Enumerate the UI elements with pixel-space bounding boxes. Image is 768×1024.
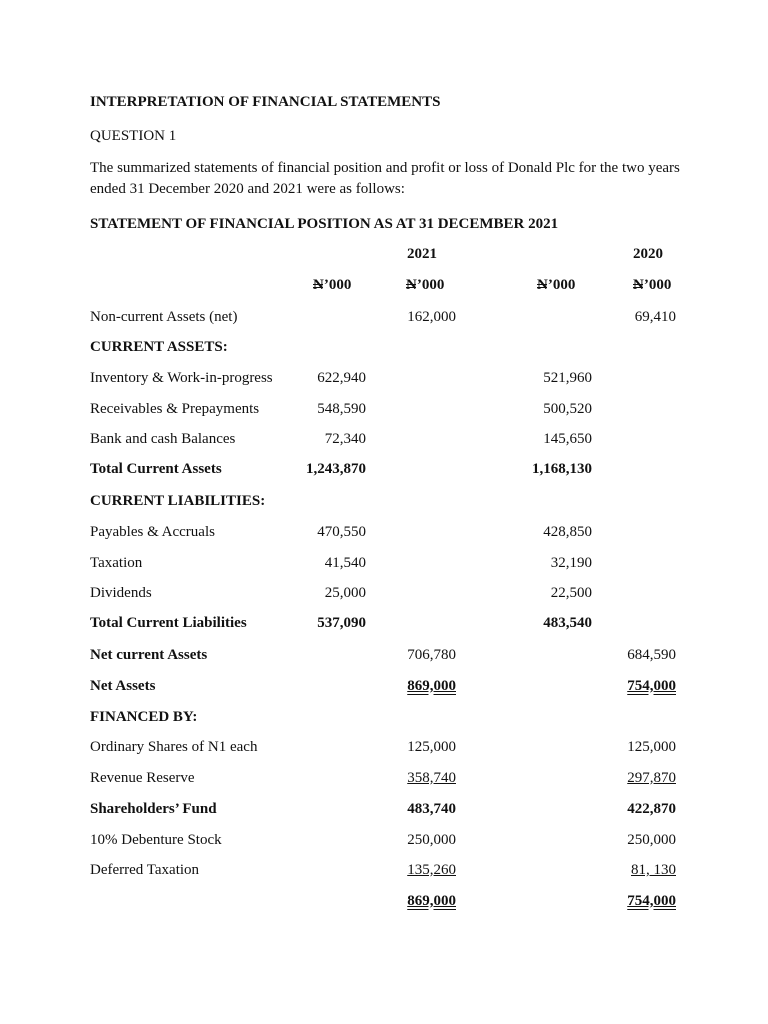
current-liabilities-heading: CURRENT LIABILITIES: bbox=[90, 493, 266, 509]
tca-2021: 1,243,870 bbox=[306, 461, 366, 477]
row-label-nca: Non-current Assets (net) bbox=[90, 309, 238, 325]
debenture-2020: 250,000 bbox=[627, 832, 676, 848]
document-heading: INTERPRETATION OF FINANCIAL STATEMENTS bbox=[90, 94, 441, 110]
year-2020: 2020 bbox=[633, 246, 663, 262]
row-label-shareholders-fund: Shareholders’ Fund bbox=[90, 801, 217, 817]
row-label-taxation: Taxation bbox=[90, 555, 143, 571]
bank-2020: 145,650 bbox=[543, 431, 592, 447]
inventory-2020: 521,960 bbox=[543, 370, 592, 386]
total-2020: 754,000 bbox=[627, 893, 676, 909]
receivables-2021: 548,590 bbox=[317, 401, 366, 417]
receivables-2020: 500,520 bbox=[543, 401, 592, 417]
debenture-2021: 250,000 bbox=[407, 832, 456, 848]
total-2020-cell bbox=[580, 892, 676, 910]
net-assets-2021-cell bbox=[360, 677, 456, 695]
payables-2020: 428,850 bbox=[543, 524, 592, 540]
deferred-tax-2020: 81, 130 bbox=[631, 862, 676, 878]
ordinary-shares-2020: 125,000 bbox=[627, 739, 676, 755]
payables-2021: 470,550 bbox=[317, 524, 366, 540]
unit-value: 000 bbox=[648, 277, 672, 293]
deferred-tax-2020-cell bbox=[580, 861, 676, 879]
year-2021: 2021 bbox=[407, 246, 437, 262]
row-label-net-assets: Net Assets bbox=[90, 678, 156, 694]
net-assets-2020: 754,000 bbox=[627, 678, 676, 694]
naira-symbol: N bbox=[406, 277, 417, 293]
apostrophe: ’ bbox=[547, 277, 553, 293]
bank-2021: 72,340 bbox=[324, 431, 366, 447]
row-label-receivables: Receivables & Prepayments bbox=[90, 401, 260, 417]
naira-symbol: N bbox=[633, 277, 644, 293]
intro-paragraph: The summarized statements of financial position and profit or loss of Donald Plc for the two years ended 31 December 2020 and 2021 were as follows: bbox=[90, 160, 680, 197]
deferred-tax-2021-cell bbox=[360, 861, 456, 879]
apostrophe: ’ bbox=[323, 277, 329, 293]
naira-symbol: N bbox=[537, 277, 548, 293]
inventory-2021: 622,940 bbox=[317, 370, 366, 386]
unit-value: 000 bbox=[552, 277, 576, 293]
row-label-total-current-liabilities: Total Current Liabilities bbox=[90, 615, 247, 631]
nca-2021: 162,000 bbox=[407, 309, 456, 325]
row-label-net-current-assets: Net current Assets bbox=[90, 647, 208, 663]
revenue-reserve-2020: 297,870 bbox=[627, 770, 676, 786]
total-2021: 869,000 bbox=[407, 893, 456, 909]
apostrophe: ’ bbox=[643, 277, 649, 293]
shareholders-fund-2020: 422,870 bbox=[627, 801, 676, 817]
unit-header-col4 bbox=[633, 276, 671, 294]
naira-symbol: N bbox=[313, 277, 324, 293]
dividends-2020: 22,500 bbox=[550, 585, 592, 601]
unit-value: 000 bbox=[421, 277, 445, 293]
revenue-reserve-2020-cell bbox=[580, 769, 676, 787]
row-label-bank: Bank and cash Balances bbox=[90, 431, 236, 447]
net-current-assets-2021: 706,780 bbox=[407, 647, 456, 663]
row-label-total-current-assets: Total Current Assets bbox=[90, 461, 222, 477]
row-label-revenue-reserve: Revenue Reserve bbox=[90, 770, 195, 786]
unit-value: 000 bbox=[328, 277, 352, 293]
unit-header-col3 bbox=[537, 276, 575, 294]
row-label-dividends: Dividends bbox=[90, 585, 152, 601]
question-label: QUESTION 1 bbox=[90, 128, 177, 144]
deferred-tax-2021: 135,260 bbox=[407, 862, 456, 878]
unit-header-col1 bbox=[313, 276, 351, 294]
financed-by-heading: FINANCED BY: bbox=[90, 709, 198, 725]
revenue-reserve-2021: 358,740 bbox=[407, 770, 456, 786]
unit-header-col2 bbox=[406, 276, 444, 294]
row-label-inventory: Inventory & Work-in-progress bbox=[90, 370, 273, 386]
net-assets-2021: 869,000 bbox=[407, 678, 456, 694]
dividends-2021: 25,000 bbox=[324, 585, 366, 601]
net-current-assets-2020: 684,590 bbox=[627, 647, 676, 663]
revenue-reserve-2021-cell bbox=[360, 769, 456, 787]
apostrophe: ’ bbox=[416, 277, 422, 293]
taxation-2021: 41,540 bbox=[324, 555, 366, 571]
row-label-payables: Payables & Accruals bbox=[90, 524, 215, 540]
shareholders-fund-2021: 483,740 bbox=[407, 801, 456, 817]
ordinary-shares-2021: 125,000 bbox=[407, 739, 456, 755]
statement-title: STATEMENT OF FINANCIAL POSITION AS AT 31 DECEMBER 2021 bbox=[90, 216, 559, 232]
taxation-2020: 32,190 bbox=[550, 555, 592, 571]
row-label-ordinary-shares: Ordinary Shares of N1 each bbox=[90, 739, 258, 755]
row-label-debenture: 10% Debenture Stock bbox=[90, 832, 222, 848]
tca-2020: 1,168,130 bbox=[532, 461, 592, 477]
tcl-2021: 537,090 bbox=[317, 615, 366, 631]
nca-2020: 69,410 bbox=[634, 309, 676, 325]
total-2021-cell bbox=[360, 892, 456, 910]
tcl-2020: 483,540 bbox=[543, 615, 592, 631]
net-assets-2020-cell bbox=[580, 677, 676, 695]
row-label-deferred-taxation: Deferred Taxation bbox=[90, 862, 200, 878]
current-assets-heading: CURRENT ASSETS: bbox=[90, 339, 228, 355]
